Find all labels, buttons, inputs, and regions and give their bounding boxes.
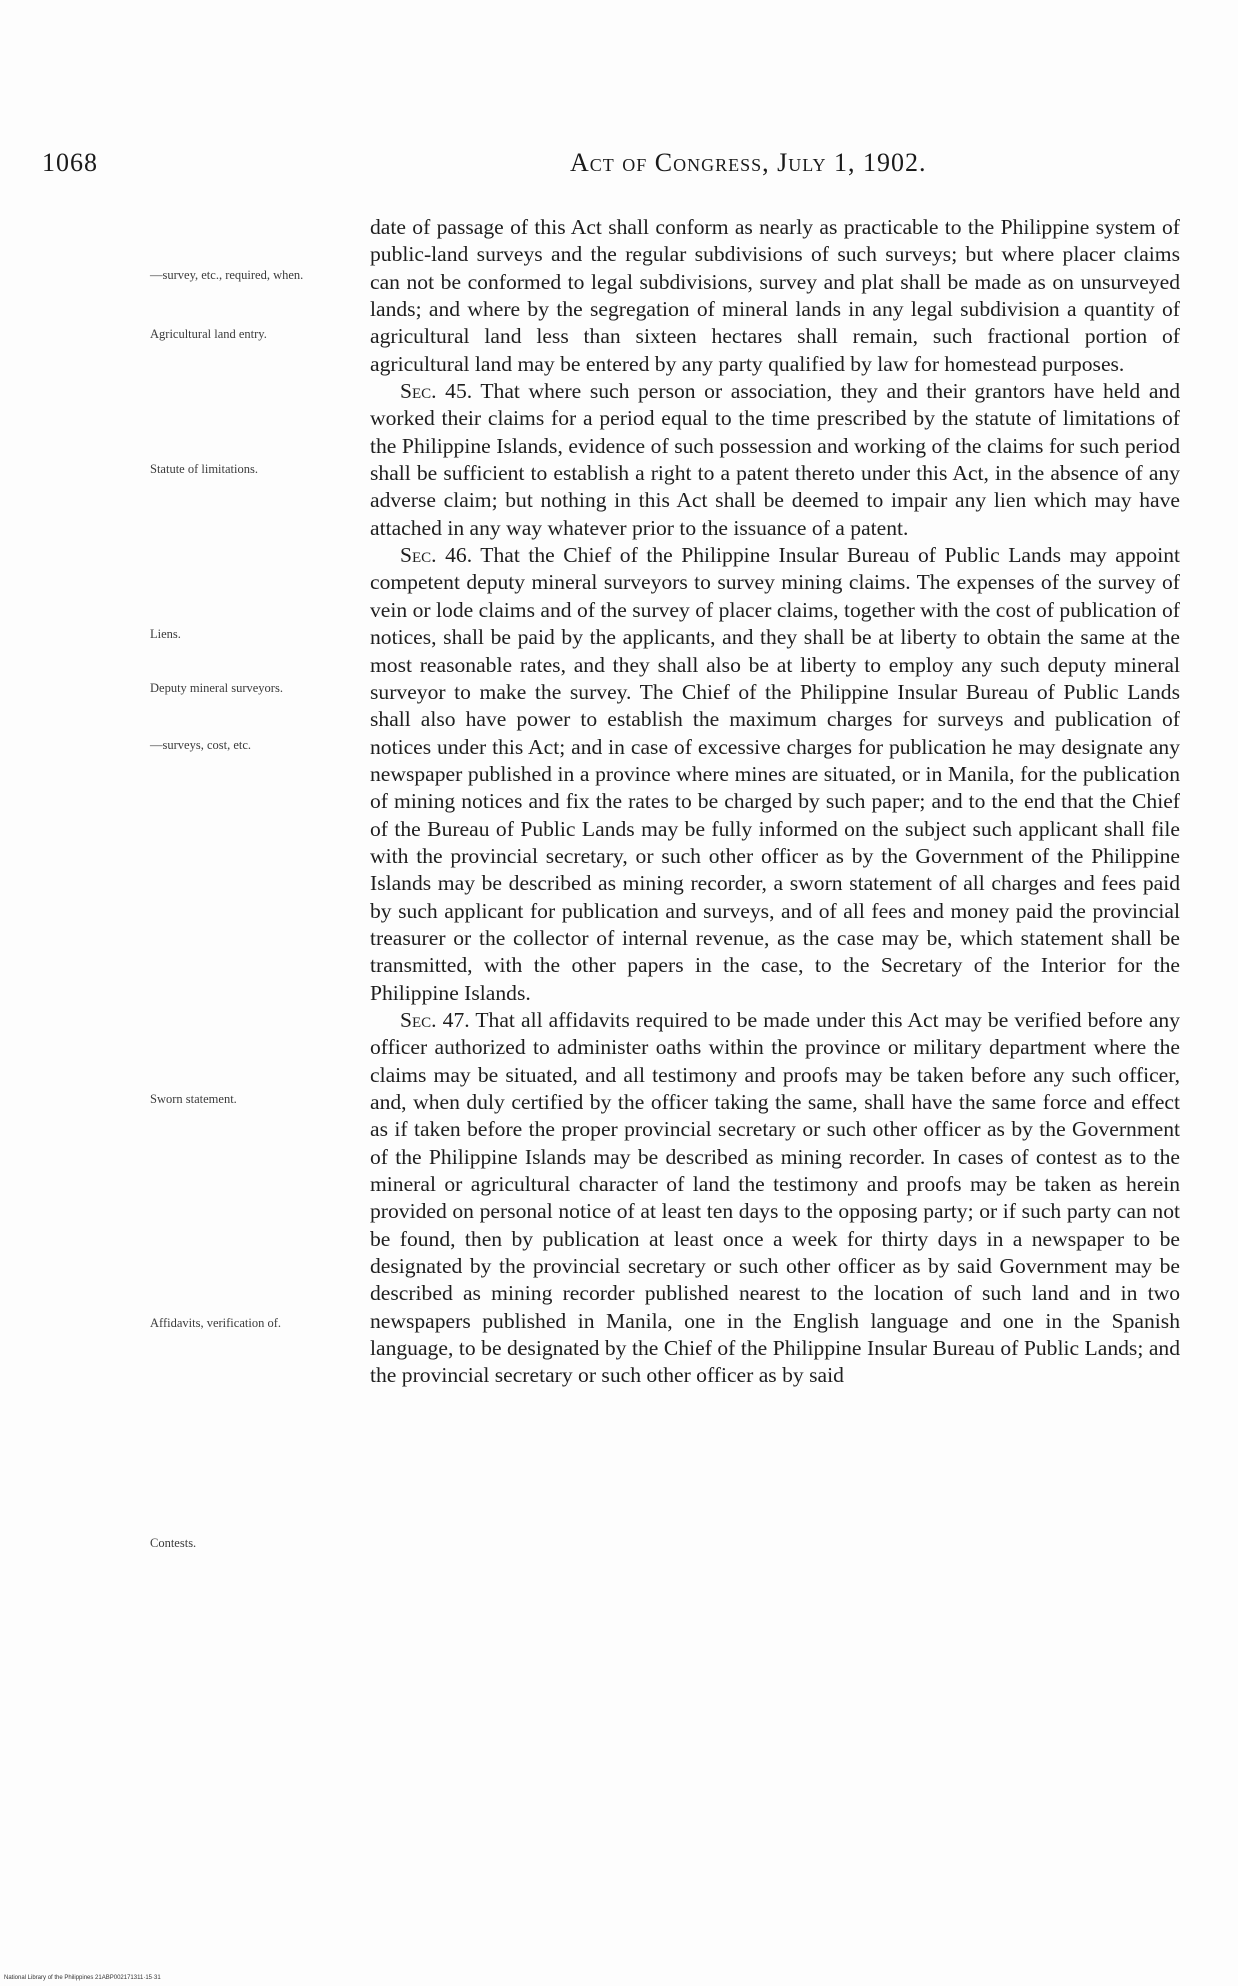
margin-note-sworn-statement: Sworn statement.: [150, 1092, 237, 1106]
section-47: [370, 1007, 1180, 1390]
margin-note-statute-of-limitations: Statute of limitations.: [150, 462, 258, 476]
section-47-label: Sec. 47.: [400, 1007, 470, 1032]
margin-note-survey-required: —survey, etc., required, when.: [150, 268, 304, 282]
section-45: [370, 378, 1180, 542]
section-46-text: That the Chief of the Philippine Insular Bureau of Public Lands may appoint competent deputy mineral surveyors to survey mining claims. The expenses of the survey of vein or lode claims and of the survey of placer claims, together with the cost of publication of notices, shall be paid by the applicants, and they shall be at liberty to obtain the same at the most reasonable rates, and they shall also be at liberty to employ any such deputy mineral surveyor to make the survey. The Chief of the Philippine Insular Bureau of Public Lands shall also have power to establish the maximum charges for surveys and publication of notices under this Act; and in case of excessive charges for publication he may designate any newspaper published in a province where mines are situated, or in Manila, for the publication of mining notices and fix the rates to be charged by such paper; and to the end that the Chief of the Bureau of Public Lands may be fully informed on the subject such applicant shall file with the provincial secretary, or such other officer as by the Government of the Philippine Islands may be described as mining recorder, a sworn statement of all charges and fees paid by such applicant for publication and surveys, and of all fees and money paid the provincial treasurer or the collector of internal revenue, as the case may be, which statement shall be transmitted, with the other papers in the case, to the Secretary of the Interior for the Philippine Islands.: [370, 543, 1180, 1005]
section-46: [370, 542, 1180, 1007]
running-head: Act of Congress, July 1, 1902.: [570, 148, 927, 177]
margin-note-affidavits-verification: Affidavits, verification of.: [150, 1316, 281, 1330]
margin-note-contests: Contests.: [150, 1536, 197, 1550]
library-footer: National Library of the Philippines 21ABP002171311·15·31: [4, 1975, 161, 1981]
body-text: [370, 214, 1180, 1390]
margin-note-deputy-mineral-surveyors: Deputy mineral surveyors.: [150, 681, 283, 695]
page-number: 1068: [42, 148, 98, 177]
section-45-label: Sec. 45.: [400, 379, 473, 404]
section-45-text: That where such person or association, they and their grantors have held and worked their claims for a period equal to the time prescribed by the statute of limitations of the Philippine Islands, evidence of such possession and working of the claims for such period shall be sufficient to establish a right to a patent thereto under this Act, in the absence of any adverse claim; but nothing in this Act shall be deemed to impair any lien which may have attached in any way whatever prior to the issuance of a patent.: [370, 379, 1180, 540]
margin-note-agricultural-land-entry: Agricultural land entry.: [150, 327, 267, 341]
margin-note-surveys-cost: —surveys, cost, etc.: [150, 738, 252, 752]
section-46-label: Sec. 46.: [400, 543, 473, 568]
section-47-text: That all affidavits required to be made under this Act may be verified before any officer authorized to administer oaths within the province or military department where the claims may be situated, and all testimony and proofs may be taken before any such officer, and, when duly certified by the officer taking the same, shall have the same force and effect as if taken before the proper provincial secretary or such other officer as by the Government of the Philippine Islands may be described as mining recorder. In cases of contest as to the mineral or agricultural character of land the testimony and proofs may be taken as herein provided on personal notice of at least ten days to the opposing party; or if such party can not be found, then by publication at least once a week for thirty days in a newspaper to be designated by the provincial secretary or such other officer as by said Government may be described as mining recorder published nearest to the location of such land and in two newspapers published in Manila, one in the English language and one in the Spanish language, to be designated by the Chief of the Philippine Insular Bureau of Public Lands; and the provincial secretary or such other officer as by said: [370, 1007, 1181, 1388]
margin-note-liens: Liens.: [150, 627, 181, 641]
paragraph-continuation: date of passage of this Act shall conform as nearly as practicable to the Philippine system of public-land surveys and the regular subdivisions of such surveys; but where placer claims can not be conformed to legal subdivisions, survey and plat shall be made as on unsurveyed lands; and where by the segregation of mineral lands in any legal subdivision a quantity of agricultural land less than sixteen hectares shall remain, such fractional portion of agricultural land may be entered by any party qualified by law for homestead purposes.: [370, 215, 1180, 376]
